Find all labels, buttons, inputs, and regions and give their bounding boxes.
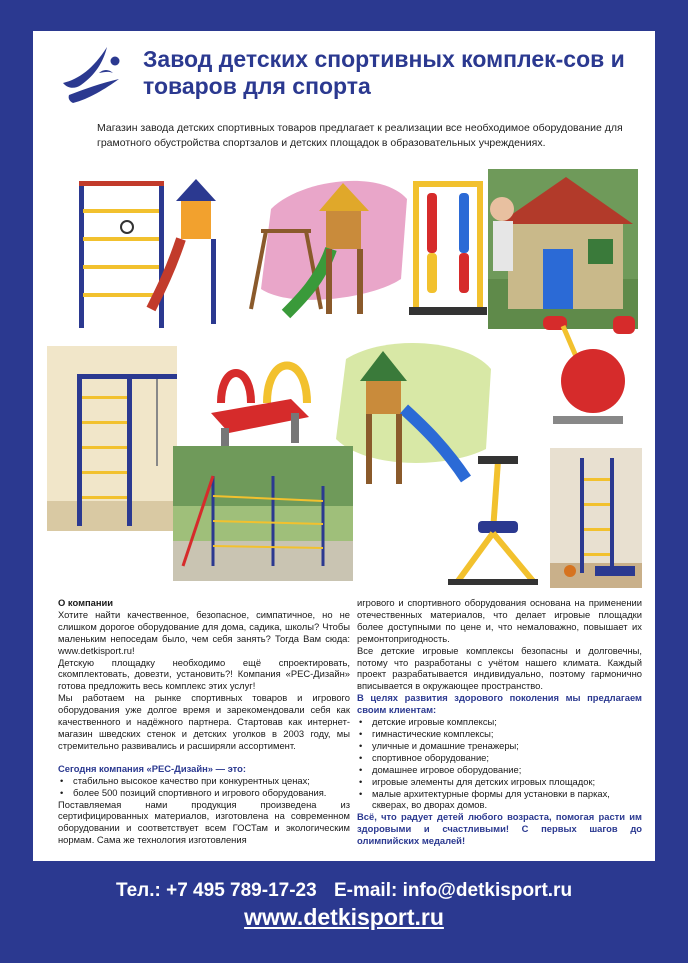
outdoor-climbing-photo <box>173 446 353 581</box>
phone-number[interactable]: Тел.: +7 495 789-17-23 <box>115 880 317 901</box>
about-paragraph: Детскую площадку необходимо ещё спроектировать, скомплектовать, довезти, установить?! Компания «РЕС-Дизайн» готова предложить весь комплекс этих услуг! <box>58 656 350 692</box>
contact-line <box>0 880 688 902</box>
list-item: • более 500 позиций спортивного и игрового оборудования. <box>58 787 350 799</box>
list-item: • детские игровые комплексы; <box>357 716 642 728</box>
exercise-bike-photo <box>533 306 639 441</box>
today-heading: Сегодня компания «РЕС-Дизайн» — это: <box>58 762 246 774</box>
list-item: • стабильно высокое качество при конкурентных ценах; <box>58 775 350 787</box>
list-item: • домашнее игровое оборудование; <box>357 764 642 776</box>
indoor-gym-photo <box>550 448 642 588</box>
list-item: • гимнастические комплексы; <box>357 728 642 740</box>
list-item: • малые архитектурные формы для установки в парках, скверах, во дворах домов. <box>357 788 642 812</box>
exercise-trainer-photo <box>403 171 493 319</box>
list-item: • спортивное оборудование; <box>357 752 642 764</box>
about-column <box>58 597 350 846</box>
closing-text: Всё, что радует детей любого возраста, помогая расти им здоровыми и счастливыми! С первых шагов до олимпийских медалей! <box>357 811 642 847</box>
today-list <box>58 775 350 799</box>
sport-complex-slide-photo <box>61 169 226 331</box>
about-paragraph: Поставляемая нами продукция произведена из сертифицированных материалов, изготовлена на современном оборудовании и соответствует всем ГОСТам и экологическим нормам. Сама же технология изготовления <box>58 798 350 846</box>
page-title: Завод детских спортивных комплек-сов и товаров для спорта <box>143 46 625 99</box>
about-paragraph: Мы работаем на рынке спортивных товаров и игрового оборудования уже долгое время и зарекомендовали себя как качественного и надёжного партнера. Стартовав как интернет-магазин шведских стенок и детских уголков в 2003 году, мы стремительно развивались и расширяли ассортимент. <box>58 692 350 751</box>
website-link[interactable]: www.detkisport.ru <box>244 904 444 930</box>
intro-text: Магазин завода детских спортивных товаров предлагает к реализации все необходимое оборудование для грамотного обустройства спортзалов и детских площадок в образовательных учреждениях. <box>97 122 623 149</box>
poster-sheet <box>33 31 655 861</box>
right-paragraph: игрового и спортивного оборудования основана на применении отечественных материалов, что делает игровые площадки более доступными по цене и, что немаловажно, повышает их ремонтопригодность. <box>357 597 642 644</box>
wooden-playground-photo <box>231 169 414 321</box>
play-house-photo <box>488 169 638 329</box>
wall-bars-photo <box>47 346 177 531</box>
offer-column <box>357 597 642 847</box>
company-logo-icon <box>59 39 131 109</box>
offer-list <box>357 716 642 811</box>
list-item: • уличные и домашние тренажеры; <box>357 740 642 752</box>
list-item: • игровые элементы для детских игровых площадок; <box>357 776 642 788</box>
about-paragraph: Хотите найти качественное, безопасное, симпатичное, но не слишком дорогое оборудование для дома, садика, школы? Чтобы маленьким непоседам было, чем себя занять? Тогда Вам сюда: www.detkisport.ru! <box>58 608 350 656</box>
offer-heading: В целях развития здорового поколения мы предлагаем своим клиентам: <box>357 692 642 716</box>
right-paragraph: Все детские игровые комплексы безопасны и долговечны, потому что разработаны с учётом нашего климата. Каждый проект разрабатывается индивидуально, поэтому гармонично вписывается в окружающее пространство. <box>357 644 642 692</box>
about-heading: О компании <box>58 597 114 608</box>
balance-bench-photo <box>201 333 317 463</box>
elliptical-trainer-photo <box>438 451 548 591</box>
email-address[interactable]: E-mail: info@detkisport.ru <box>333 880 573 901</box>
